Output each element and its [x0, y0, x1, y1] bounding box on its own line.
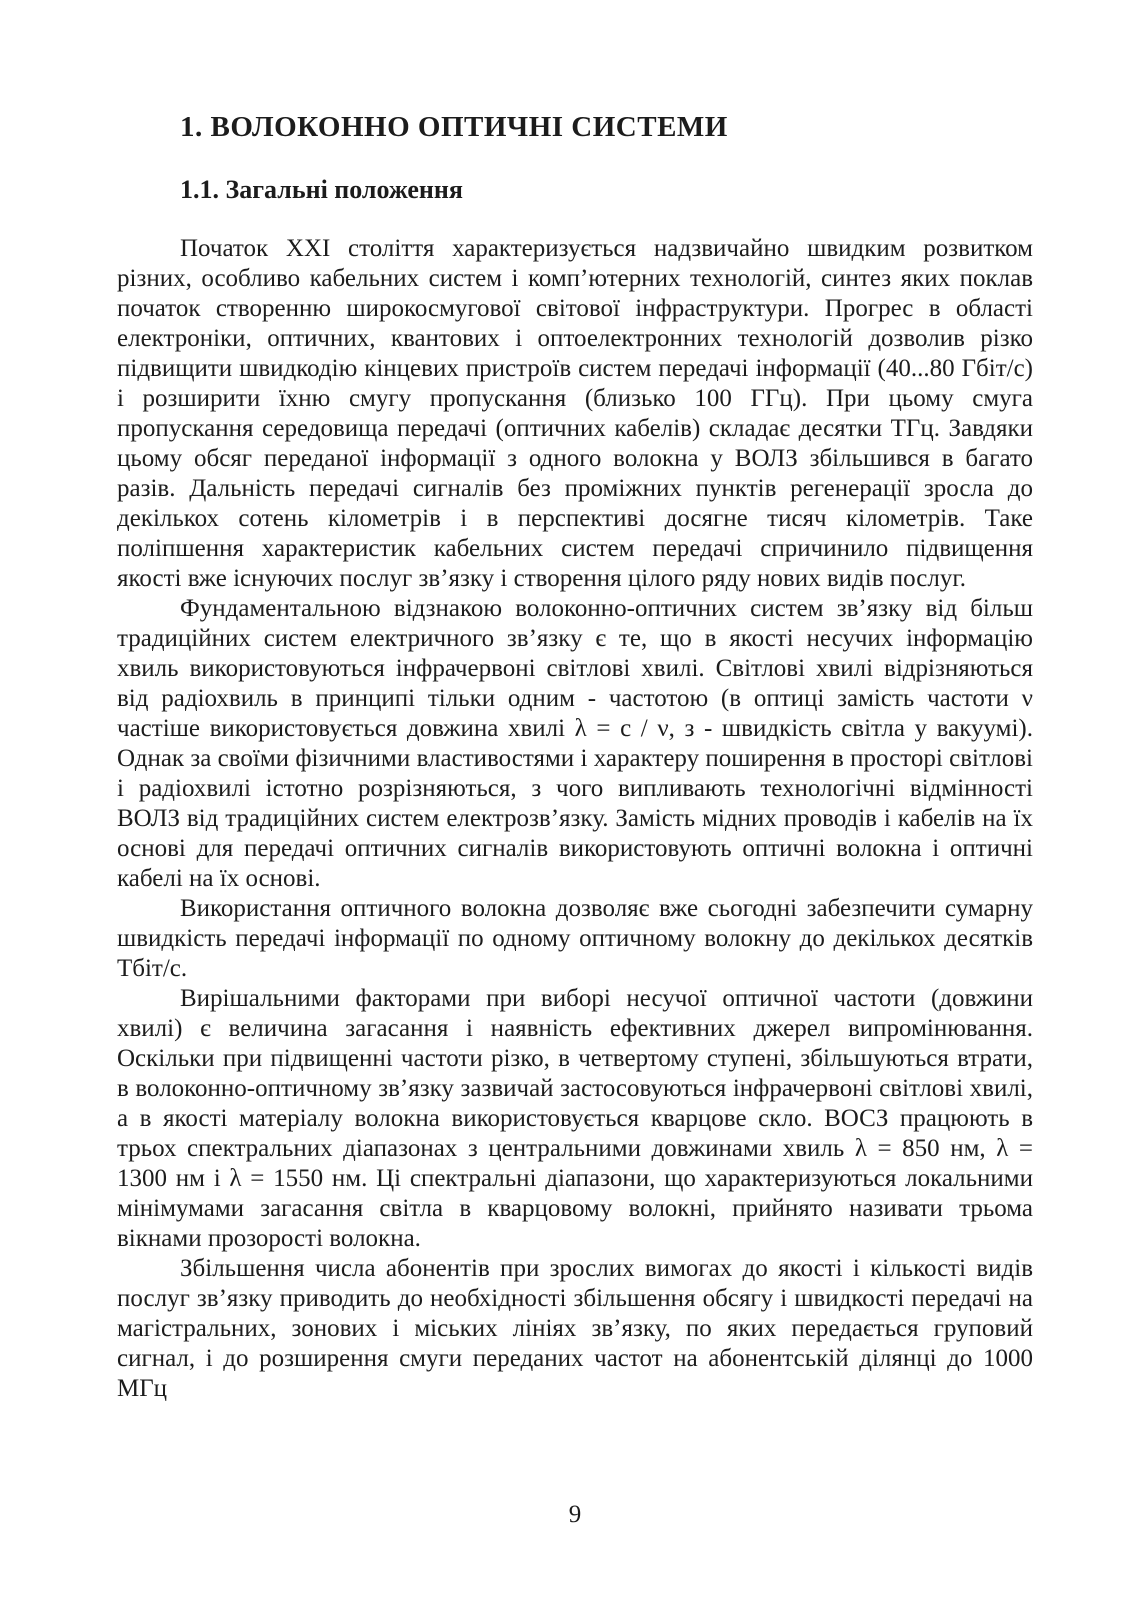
- paragraph-deciding-factors: Вирішальними факторами при виборі несучої оптичної частоти (довжини хвилі) є величина загасання і наявність ефективних джерел випромінювання. Оскільки при підвищенні частоти різко, в четвертому ступені, збільшуються втрати, в волоконно-оптичному зв’язку зазвичай застосовуються інфрачервоні світлові хвилі, а в якості матеріалу волокна використовується кварцове скло. ВОСЗ працюють в трьох спектральних діапазонах з центральними довжинами хвиль λ = 850 нм, λ = 1300 нм і λ = 1550 нм. Ці спектральні діапазони, що характеризуються локальними мінімумами загасання світла в кварцовому волокні, прийнято називати трьома вікнами прозорості волокна.: [117, 985, 1033, 1252]
- page-number: 9: [568, 1501, 582, 1528]
- paragraph-subscriber-growth: Збільшення числа абонентів при зрослих вимогах до якості і кількості видів послуг зв’язку приводить до необхідності збільшення обсягу і швидкості передачі на магістральних, зонових і міських лініях зв’язку, по яких передається груповий сигнал, і до розширення смуги переданих частот на абонентській ділянці до 1000 МГц: [117, 1255, 1033, 1402]
- page-content: [117, 110, 1033, 1404]
- paragraph-intro: Початок ХХІ століття характеризується надзвичайно швидким розвитком різних, особливо кабельних систем і комп’ютерних технологій, синтез яких поклав початок створенню широкосмугової світової інфраструктури. Прогрес в області електроніки, оптичних, квантових і оптоелектронних технологій дозволив різко підвищити швидкодію кінцевих пристроїв систем передачі інформації (40...80 Гбіт/с) і розширити їхню смугу пропускання (близько 100 ГГц). При цьому смуга пропускання середовища передачі (оптичних кабелів) складає десятки ТГц. Завдяки цьому обсяг переданої інформації з одного волокна у ВОЛЗ збільшився в багато разів. Дальність передачі сигналів без проміжних пунктів регенерації зросла до декількох сотень кілометрів і в перспективі досягне тисяч кілометрів. Таке поліпшення характеристик кабельних систем передачі спричинило підвищення якості вже існуючих послуг зв’язку і створення цілого ряду нових видів послуг.: [117, 235, 1033, 592]
- chapter-title: 1. ВОЛОКОННО ОПТИЧНІ СИСТЕМИ: [180, 111, 728, 143]
- paragraph-fundamental-difference: Фундаментальною відзнакою волоконно-оптичних систем зв’язку від більш традиційних систем електричного зв’язку є те, що в якості несучих інформацію хвиль використовуються інфрачервоні світлові хвилі. Світлові хвилі відрізняються від радіохвиль в принципі тільки одним - частотою (в оптиці замість частоти ν частіше використовується довжина хвилі λ = c / ν, з - швидкість світла у вакуумі). Однак за своїми фізичними властивостями і характеру поширення в просторі світлові і радіохвилі істотно розрізняються, з чого випливають технологічні відмінності ВОЛЗ від традиційних систем електрозв’язку. Замість мідних проводів і кабелів на їх основі для передачі оптичних сигналів використовують оптичні волокна і оптичні кабелі на їх основі.: [117, 595, 1033, 892]
- paragraph-fiber-usage: Використання оптичного волокна дозволяє вже сьогодні забезпечити сумарну швидкість передачі інформації по одному оптичному волокну до декількох десятків Тбіт/с.: [117, 895, 1033, 982]
- section-heading: 1.1. Загальні положення: [180, 175, 463, 204]
